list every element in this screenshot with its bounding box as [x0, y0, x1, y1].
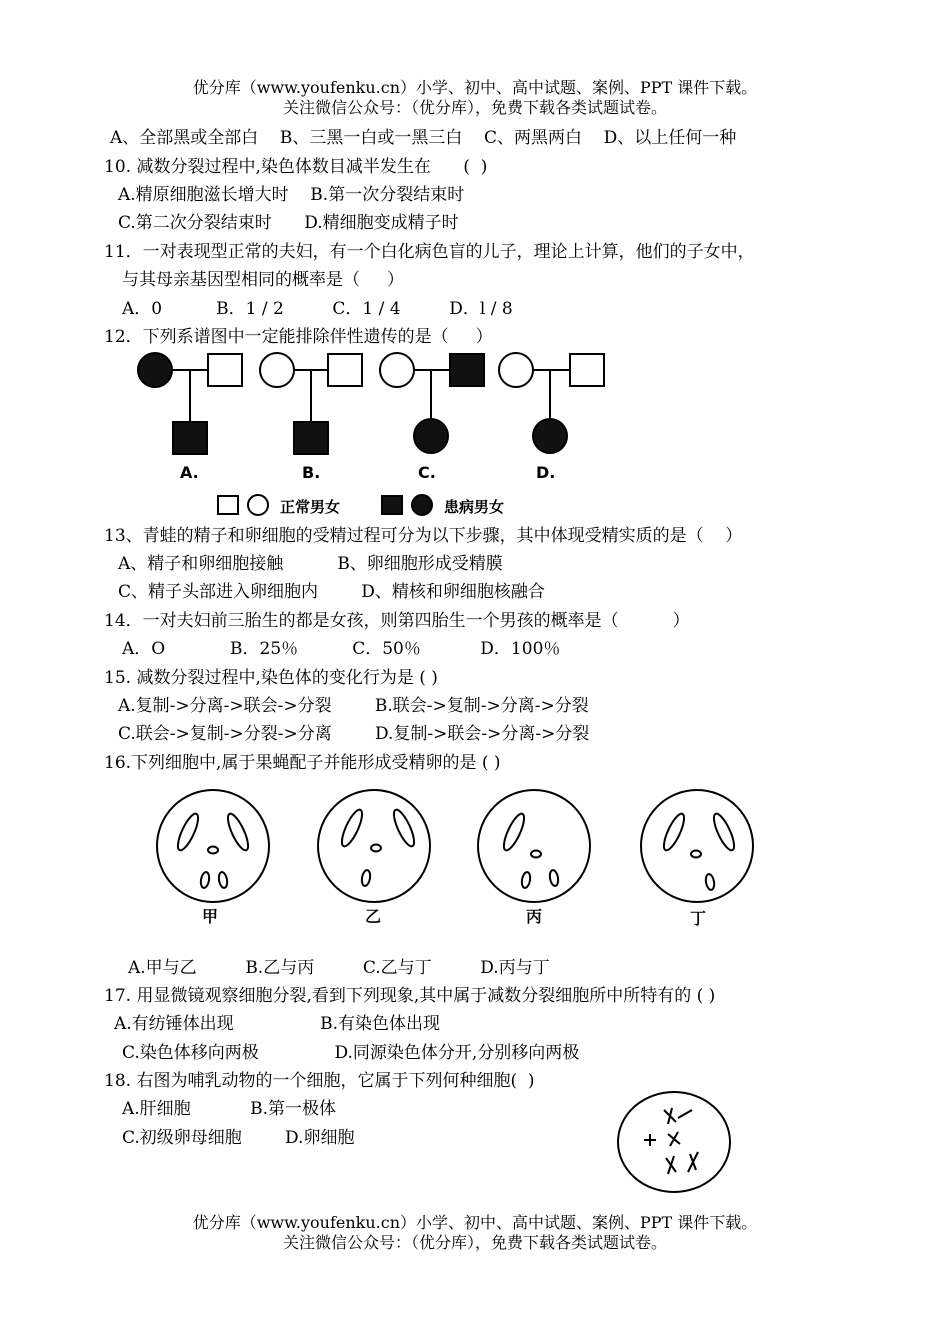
header-line-1: 优分库（www.youfenku.cn）小学、初中、高中试题、案例、PPT 课件下载。 — [192, 78, 758, 97]
q13-options-2: C、精子头部进入卵细胞内 D、精核和卵细胞核融合 — [118, 582, 545, 602]
q17-options-1: A.有纺锤体出现 B.有染色体出现 — [114, 1014, 441, 1034]
q15-stem: 15. 减数分裂过程中,染色体的变化行为是 ( ) — [104, 668, 438, 688]
pedigree-label-b: B. — [302, 463, 321, 482]
q16-options: A.甲与乙 B.乙与丙 C.乙与丁 D.丙与丁 — [128, 958, 550, 978]
cell-label-yi: 乙 — [365, 907, 382, 926]
q12-stem: 12．下列系谱图中一定能排除伴性遗传的是（ ） — [104, 327, 493, 347]
q18-stem: 18. 右图为哺乳动物的一个细胞，它属于下列何种细胞( ) — [104, 1071, 535, 1091]
legend-normal: 正常男女 — [280, 498, 341, 516]
cell-diagram — [150, 788, 770, 938]
q13-stem: 13、青蛙的精子和卵细胞的受精过程可分为以下步骤，其中体现受精实质的是（ ） — [104, 526, 743, 546]
footer-line-1: 优分库（www.youfenku.cn）小学、初中、高中试题、案例、PPT 课件下载。 — [192, 1213, 758, 1232]
q13-options-1: A、精子和卵细胞接触 B、卵细胞形成受精膜 — [118, 554, 503, 574]
pedigree-label-d: D. — [536, 463, 556, 482]
pedigree-diagram — [130, 350, 620, 525]
legend-affected: 患病男女 — [444, 498, 505, 516]
q18-options-2: C.初级卵母细胞 D.卵细胞 — [122, 1128, 355, 1148]
q15-options-1: A.复制->分离->联会->分裂 B.联会->复制->分离->分裂 — [118, 696, 589, 716]
cell-label-ding: 丁 — [690, 909, 707, 928]
footer-line-2: 关注微信公众号：（优分库），免费下载各类试题试卷。 — [282, 1233, 667, 1252]
q11-stem-1: 11．一对表现型正常的夫妇，有一个白化病色盲的儿子，理论上计算，他们的子女中， — [104, 242, 755, 262]
q11-stem-2: 与其母亲基因型相同的概率是（ ） — [122, 270, 405, 290]
q10-options-2: C.第二次分裂结束时 D.精细胞变成精子时 — [118, 213, 459, 233]
mammal-cell-diagram — [616, 1090, 736, 1195]
cell-label-jia: 甲 — [202, 907, 219, 926]
q15-options-2: C.联会->复制->分裂->分离 D.复制->联会->分离->分裂 — [118, 724, 590, 744]
cell-label-bing: 丙 — [526, 907, 543, 926]
q17-stem: 17. 用显微镜观察细胞分裂,看到下列现象,其中属于减数分裂细胞所中所特有的 ( ) — [104, 986, 716, 1006]
q9-options: A、全部黑或全部白 B、三黑一白或一黑三白 C、两黑两白 D、以上任何一种 — [110, 128, 737, 148]
q14-options: A．O B．25％ C．50％ D．100％ — [122, 639, 561, 659]
q17-options-2: C.染色体移向两极 D.同源染色体分开,分别移向两极 — [122, 1043, 580, 1063]
q14-stem: 14．一对夫妇前三胎生的都是女孩，则第四胎生一个男孩的概率是（ ） — [104, 611, 690, 631]
pedigree-label-c: C. — [418, 463, 436, 482]
q10-stem: 10. 减数分裂过程中,染色体数目减半发生在 ( ) — [104, 157, 488, 177]
header-line-2: 关注微信公众号：（优分库），免费下载各类试题试卷。 — [282, 98, 667, 117]
q11-options: A．0 B．1 / 2 C．1 / 4 D．l / 8 — [122, 299, 513, 319]
q16-stem: 16.下列细胞中,属于果蝇配子并能形成受精卵的是 ( ) — [104, 753, 501, 773]
pedigree-label-a: A. — [180, 463, 199, 482]
q10-options-1: A.精原细胞滋长增大时 B.第一次分裂结束时 — [118, 185, 465, 205]
q18-options-1: A.肝细胞 B.第一极体 — [122, 1099, 337, 1119]
